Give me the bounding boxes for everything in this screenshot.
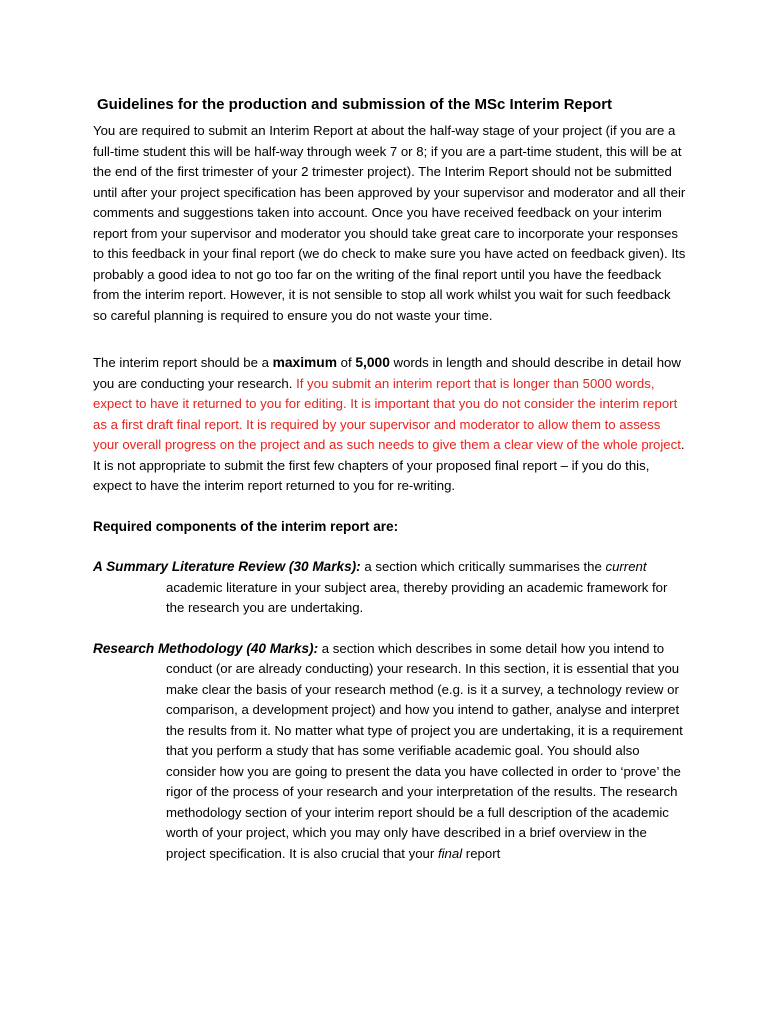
components-heading: Required components of the interim report are: xyxy=(93,518,399,534)
section-text: a section which describes in some detail how you intend to conduct (or are already conducting) your research. In this section, it is essential that you make clear the basis of your research method (e.g. is it a survey, a technology review or comparison, a development project) and how you intend to gather, analyse and interpret the results from it. No matter what type of project you are undertaking, it is a requirement that you perform a study that has some verifiable academic goal. You should also consider how you are going to present the data you have collected in order to ‘prove’ the rigor of the process of your research and your interpretation of the results. The research methodology section of your interim report should be a full description of the academic worth of your project, which you may only have described in a brief overview in the project specification. It is also crucial that your xyxy=(166,640,683,861)
section-research-methodology xyxy=(93,639,688,865)
length-text-3: words in length and should describe in detail how you are conducting your research. xyxy=(93,355,681,391)
section-literature-review xyxy=(93,557,688,619)
section-text: a section which critically summarises the xyxy=(360,559,606,574)
section-title: A Summary Literature Review (30 Marks): xyxy=(93,559,361,574)
length-text-4: . It is not appropriate to submit the first few chapters of your proposed final report – if you do this, expect to have the interim report returned to you for re-writing. xyxy=(93,437,685,493)
spacer xyxy=(93,537,688,557)
spacer xyxy=(93,497,688,517)
red-warning-text: If you submit an interim report that is longer than 5000 words, expect to have it returned to you for editing. It is important that you do not consider the interim report as a first draft final report. It is required by your supervisor and moderator to allow them to assess your overall progress on the project and as such needs to give them a clear view of the whole project xyxy=(93,375,681,452)
section-text: academic literature in your subject area, thereby providing an academic framework for the research you are undertaking. xyxy=(166,579,668,615)
document-title: Guidelines for the production and submission of the MSc Interim Report xyxy=(97,96,613,113)
length-paragraph xyxy=(93,353,688,497)
intro-paragraph: You are required to submit an Interim Report at about the half-way stage of your project (if you are a full-time student this will be half-way through week 7 or 8; if you are a part-time student, this will be at the end of the first trimester of your 2 trimester project). The Interim Report should not be submitted until after your project specification has been approved by your supervisor and moderator and all their comments and suggestions taken into account. Once you have received feedback on your interim report from your supervisor and moderator you should take great care to incorporate your responses to this feedback in your final report (we do check to make sure you have acted on feedback given). Its probably a good idea to not go too far on the writing of the final report until you have the feedback from the interim report. However, it is not sensible to stop all work whilst you wait for such feedback so careful planning is required to ensure you do not waste your time. xyxy=(93,123,686,323)
section-italic-word: current xyxy=(605,559,647,574)
length-text-1: The interim report should be a xyxy=(93,355,273,370)
section-italic-word: final xyxy=(437,845,463,861)
spacer xyxy=(93,619,688,639)
length-text-2: of xyxy=(337,355,356,370)
word-count-emphasis: 5,000 xyxy=(355,355,390,370)
spacer xyxy=(93,326,688,353)
section-title: Research Methodology (40 Marks): xyxy=(93,640,319,656)
section-text: report xyxy=(462,845,501,861)
maximum-emphasis: maximum xyxy=(272,355,338,370)
